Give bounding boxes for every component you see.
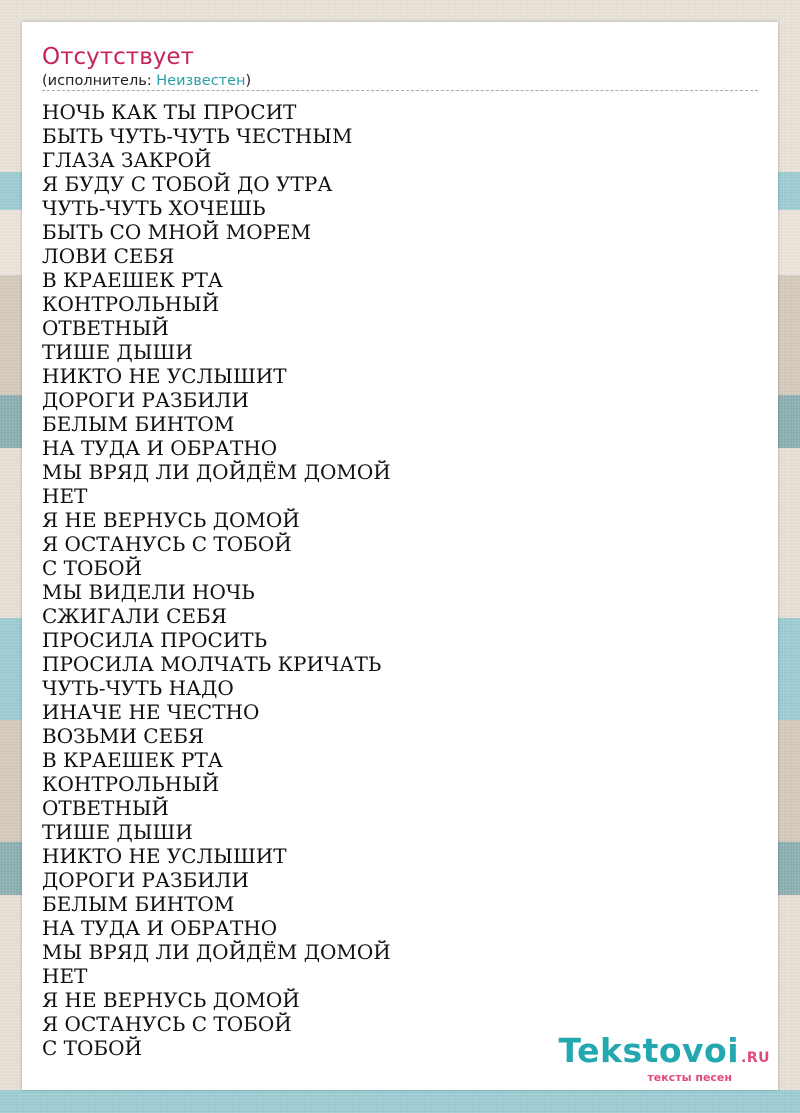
- lyric-line: ИНАЧЕ НЕ ЧЕСТНО: [42, 700, 260, 724]
- lyric-line: МЫ ВИДЕЛИ НОЧЬ: [42, 580, 255, 604]
- lyric-line: ОТВЕТНЫЙ: [42, 316, 169, 340]
- lyric-line: ЛОВИ СЕБЯ: [42, 244, 175, 268]
- lyric-line: МЫ ВРЯД ЛИ ДОЙДЁМ ДОМОЙ: [42, 460, 391, 484]
- lyric-line: ТИШЕ ДЫШИ: [42, 820, 193, 844]
- performer-line: [42, 71, 251, 91]
- lyric-line: БЕЛЫМ БИНТОМ: [42, 892, 235, 916]
- lyric-line: С ТОБОЙ: [42, 1036, 142, 1060]
- lyrics-sheet: [22, 22, 778, 1090]
- lyric-line: Я НЕ ВЕРНУСЬ ДОМОЙ: [42, 508, 300, 532]
- lyric-line: ЧУТЬ-ЧУТЬ НАДО: [42, 676, 234, 700]
- lyric-line: ПРОСИЛА МОЛЧАТЬ КРИЧАТЬ: [42, 652, 382, 676]
- lyric-line: В КРАЕШЕК РТА: [42, 748, 223, 772]
- lyric-line: Я НЕ ВЕРНУСЬ ДОМОЙ: [42, 988, 300, 1012]
- lyric-line: В КРАЕШЕК РТА: [42, 268, 223, 292]
- lyric-line: БЫТЬ СО МНОЙ МОРЕМ: [42, 220, 312, 244]
- lyric-line: БЫТЬ ЧУТЬ-ЧУТЬ ЧЕСТНЫМ: [42, 124, 353, 148]
- lyric-line: НА ТУДА И ОБРАТНО: [42, 916, 278, 940]
- lyric-line: Я БУДУ С ТОБОЙ ДО УТРА: [42, 172, 333, 196]
- lyric-line: ГЛАЗА ЗАКРОЙ: [42, 148, 212, 172]
- lyric-line: НА ТУДА И ОБРАТНО: [42, 436, 278, 460]
- lyric-line: НИКТО НЕ УСЛЫШИТ: [42, 844, 287, 868]
- lyric-line: НОЧЬ КАК ТЫ ПРОСИТ: [42, 100, 297, 124]
- lyric-line: С ТОБОЙ: [42, 556, 142, 580]
- performer-prefix: (исполнитель:: [42, 73, 157, 89]
- lyric-line: МЫ ВРЯД ЛИ ДОЙДЁМ ДОМОЙ: [42, 940, 391, 964]
- lyric-line: НЕТ: [42, 484, 88, 508]
- performer-link[interactable]: Неизвестен: [156, 73, 246, 89]
- lyric-line: КОНТРОЛЬНЫЙ: [42, 292, 220, 316]
- lyric-line: НЕТ: [42, 964, 88, 988]
- lyric-line: ВОЗЬМИ СЕБЯ: [42, 724, 205, 748]
- lyric-line: ДОРОГИ РАЗБИЛИ: [42, 868, 249, 892]
- lyrics-text: [42, 100, 391, 1060]
- lyric-line: Я ОСТАНУСЬ С ТОБОЙ: [42, 1012, 292, 1036]
- performer-suffix: ): [245, 73, 252, 89]
- logo-tld: .RU: [741, 1050, 770, 1066]
- lyric-line: КОНТРОЛЬНЫЙ: [42, 772, 220, 796]
- lyric-line: НИКТО НЕ УСЛЫШИТ: [42, 364, 287, 388]
- logo-tagline: тексты песен: [647, 1071, 732, 1084]
- site-logo: [558, 1031, 770, 1084]
- lyric-line: ПРОСИЛА ПРОСИТЬ: [42, 628, 268, 652]
- song-title: Отсутствует: [42, 44, 194, 70]
- lyric-line: ДОРОГИ РАЗБИЛИ: [42, 388, 249, 412]
- lyric-line: ОТВЕТНЫЙ: [42, 796, 169, 820]
- lyric-line: СЖИГАЛИ СЕБЯ: [42, 604, 227, 628]
- lyric-line: БЕЛЫМ БИНТОМ: [42, 412, 235, 436]
- lyric-line: Я ОСТАНУСЬ С ТОБОЙ: [42, 532, 292, 556]
- lyric-line: ТИШЕ ДЫШИ: [42, 340, 193, 364]
- lyric-line: ЧУТЬ-ЧУТЬ ХОЧЕШЬ: [42, 196, 266, 220]
- title-divider: [42, 90, 758, 91]
- logo-brand: Tekstovoi: [558, 1031, 740, 1070]
